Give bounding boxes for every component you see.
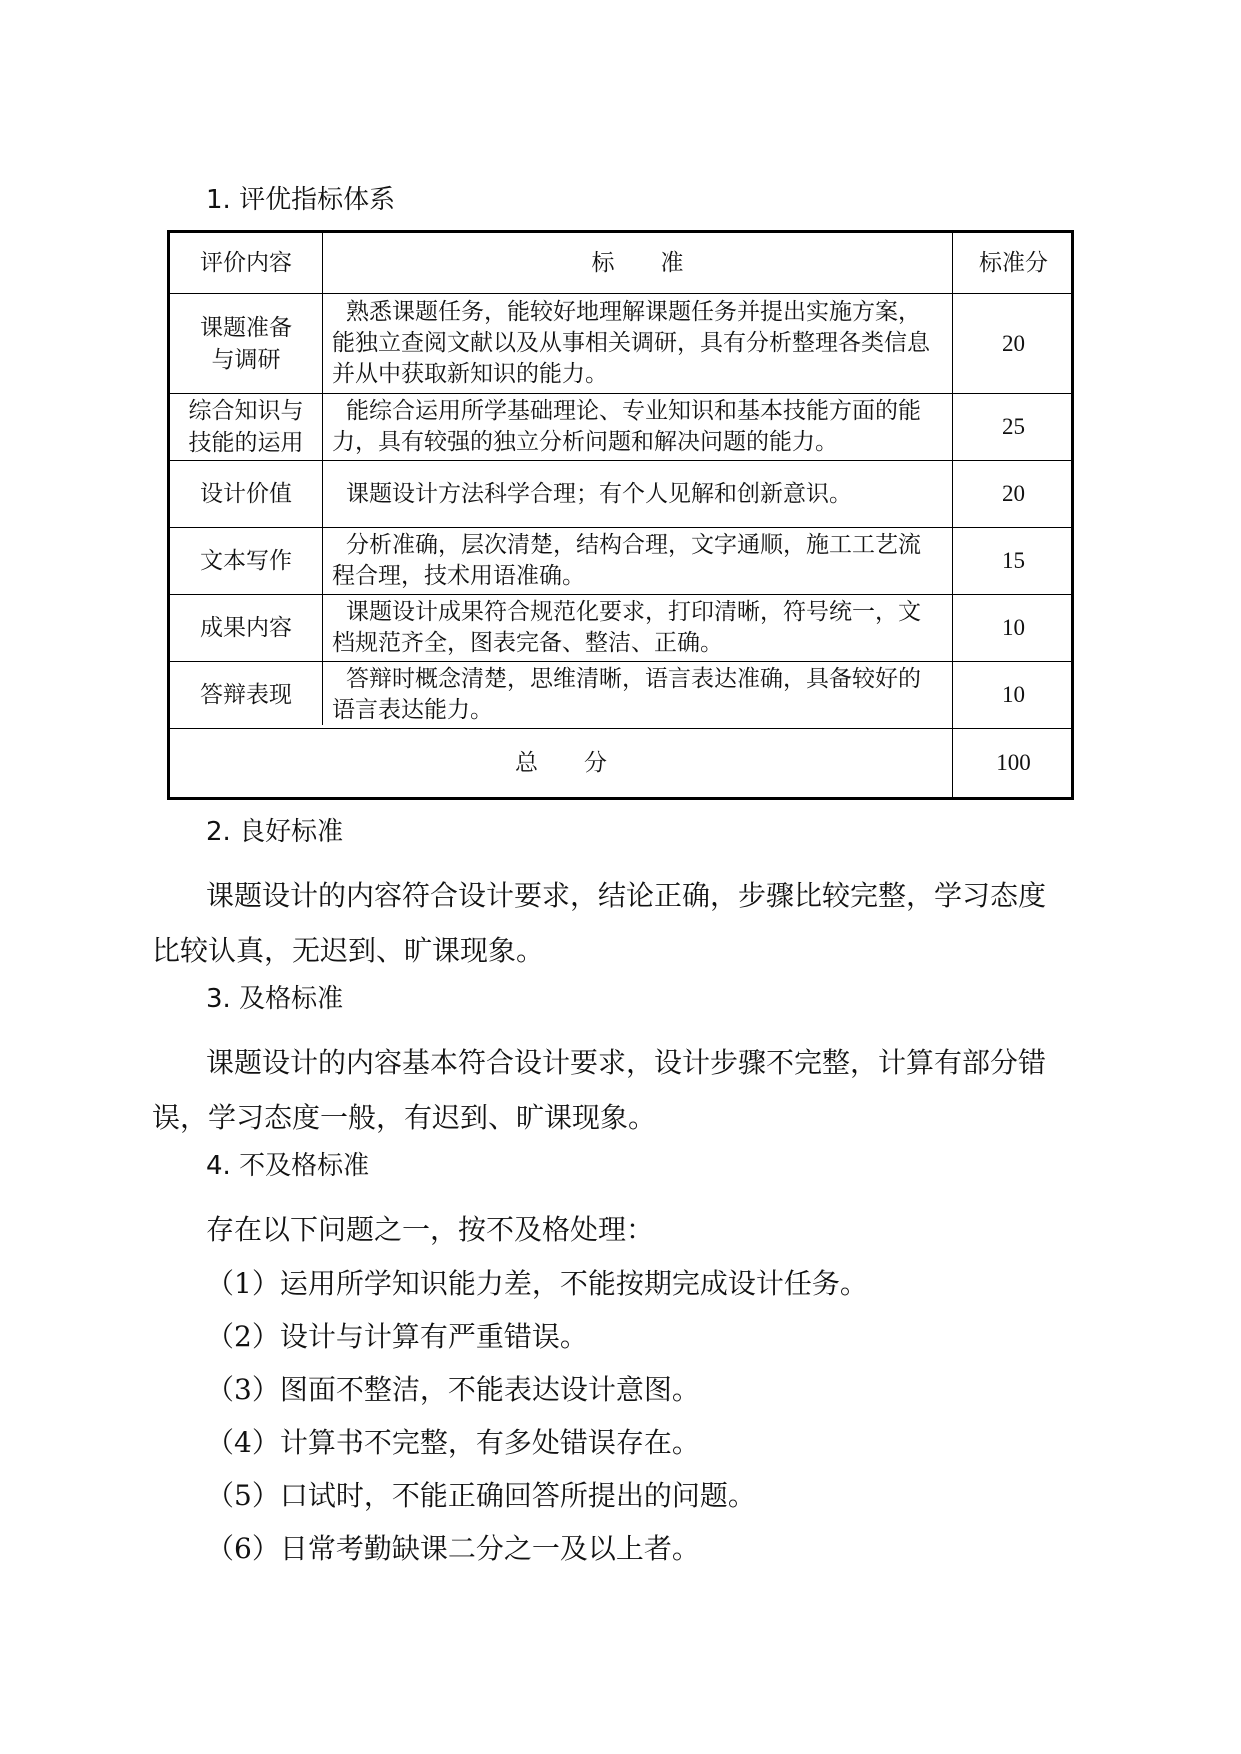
table-row-standard: 能综合运用所学基础理论、专业知识和基本技能方面的能力，具有较强的独立分析问题和解决问题的能力。: [332, 398, 921, 455]
table-row-content: 成果内容: [200, 615, 292, 641]
paragraph-line: 比较认真，无迟到、旷课现象。: [152, 934, 545, 967]
section-heading-3: 3. 及格标准: [206, 984, 344, 1014]
paragraph-line: 误，学习态度一般，有迟到、旷课现象。: [152, 1101, 657, 1134]
evaluation-table: [167, 230, 1074, 800]
table-row-content: 文本写作: [200, 548, 292, 574]
table-row-score: 15: [1002, 548, 1025, 573]
table-row-standard: 熟悉课题任务，能较好地理解课题任务并提出实施方案，能独立查阅文献以及从事相关调研，具有分析整理各类信息并从中获取新知识的能力。: [332, 299, 930, 387]
paragraph-intro: 存在以下问题之一，按不及格处理：: [206, 1213, 655, 1246]
table-row-standard: 课题设计方法科学合理；有个人见解和创新意识。: [346, 480, 852, 507]
content-line: 综合知识与: [188, 398, 304, 424]
list-item: （3）图面不整洁，不能表达设计意图。: [206, 1373, 700, 1406]
section-heading-2: 2. 良好标准: [206, 817, 344, 847]
paragraph-line: 课题设计的内容基本符合设计要求，设计步骤不完整，计算有部分错: [206, 1046, 1047, 1079]
table-row-standard: 答辩时概念清楚，思维清晰，语言表达准确，具备较好的语言表达能力。: [332, 666, 921, 723]
paragraph-line: 课题设计的内容符合设计要求，结论正确，步骤比较完整，学习态度: [206, 879, 1047, 912]
list-item: （6）日常考勤缺课二分之一及以上者。: [206, 1532, 700, 1565]
table-row-content: 设计价值: [200, 481, 292, 507]
table-divider: [322, 233, 323, 725]
table-row-standard: 分析准确，层次清楚，结构合理，文字通顺，施工工艺流程合理，技术用语准确。: [332, 532, 921, 589]
list-item: （4）计算书不完整，有多处错误存在。: [206, 1426, 700, 1459]
section-heading-1: 1. 评优指标体系: [206, 185, 396, 215]
table-row-score: 20: [1002, 481, 1025, 506]
table-row-score: 25: [1002, 414, 1025, 439]
table-header-score: 标准分: [979, 250, 1048, 276]
table-header-standard: 标 准: [591, 250, 684, 276]
table-row-standard: 课题设计成果符合规范化要求，打印清晰，符号统一，文档规范齐全，图表完备、整洁、正确。: [332, 599, 921, 656]
content-line: 课题准备: [200, 314, 292, 341]
table-row-score: 20: [1002, 330, 1025, 356]
table-row-content: [170, 394, 322, 460]
list-item: （2）设计与计算有严重错误。: [206, 1320, 588, 1353]
table-row-content: [170, 294, 322, 393]
list-item: （5）口试时，不能正确回答所提出的问题。: [206, 1479, 756, 1512]
table-total-label: 总 分: [515, 750, 607, 776]
table-row-content: 答辩表现: [200, 682, 292, 708]
table-row-score: 10: [1002, 682, 1025, 707]
content-line: 技能的运用: [188, 430, 304, 456]
list-item: （1）运用所学知识能力差，不能按期完成设计任务。: [206, 1267, 868, 1300]
table-header-content: 评价内容: [200, 250, 292, 276]
table-total-score: 100: [996, 750, 1031, 775]
table-row-score: 10: [1002, 615, 1025, 640]
content-line: 与调研: [211, 346, 281, 373]
section-heading-4: 4. 不及格标准: [206, 1151, 370, 1181]
